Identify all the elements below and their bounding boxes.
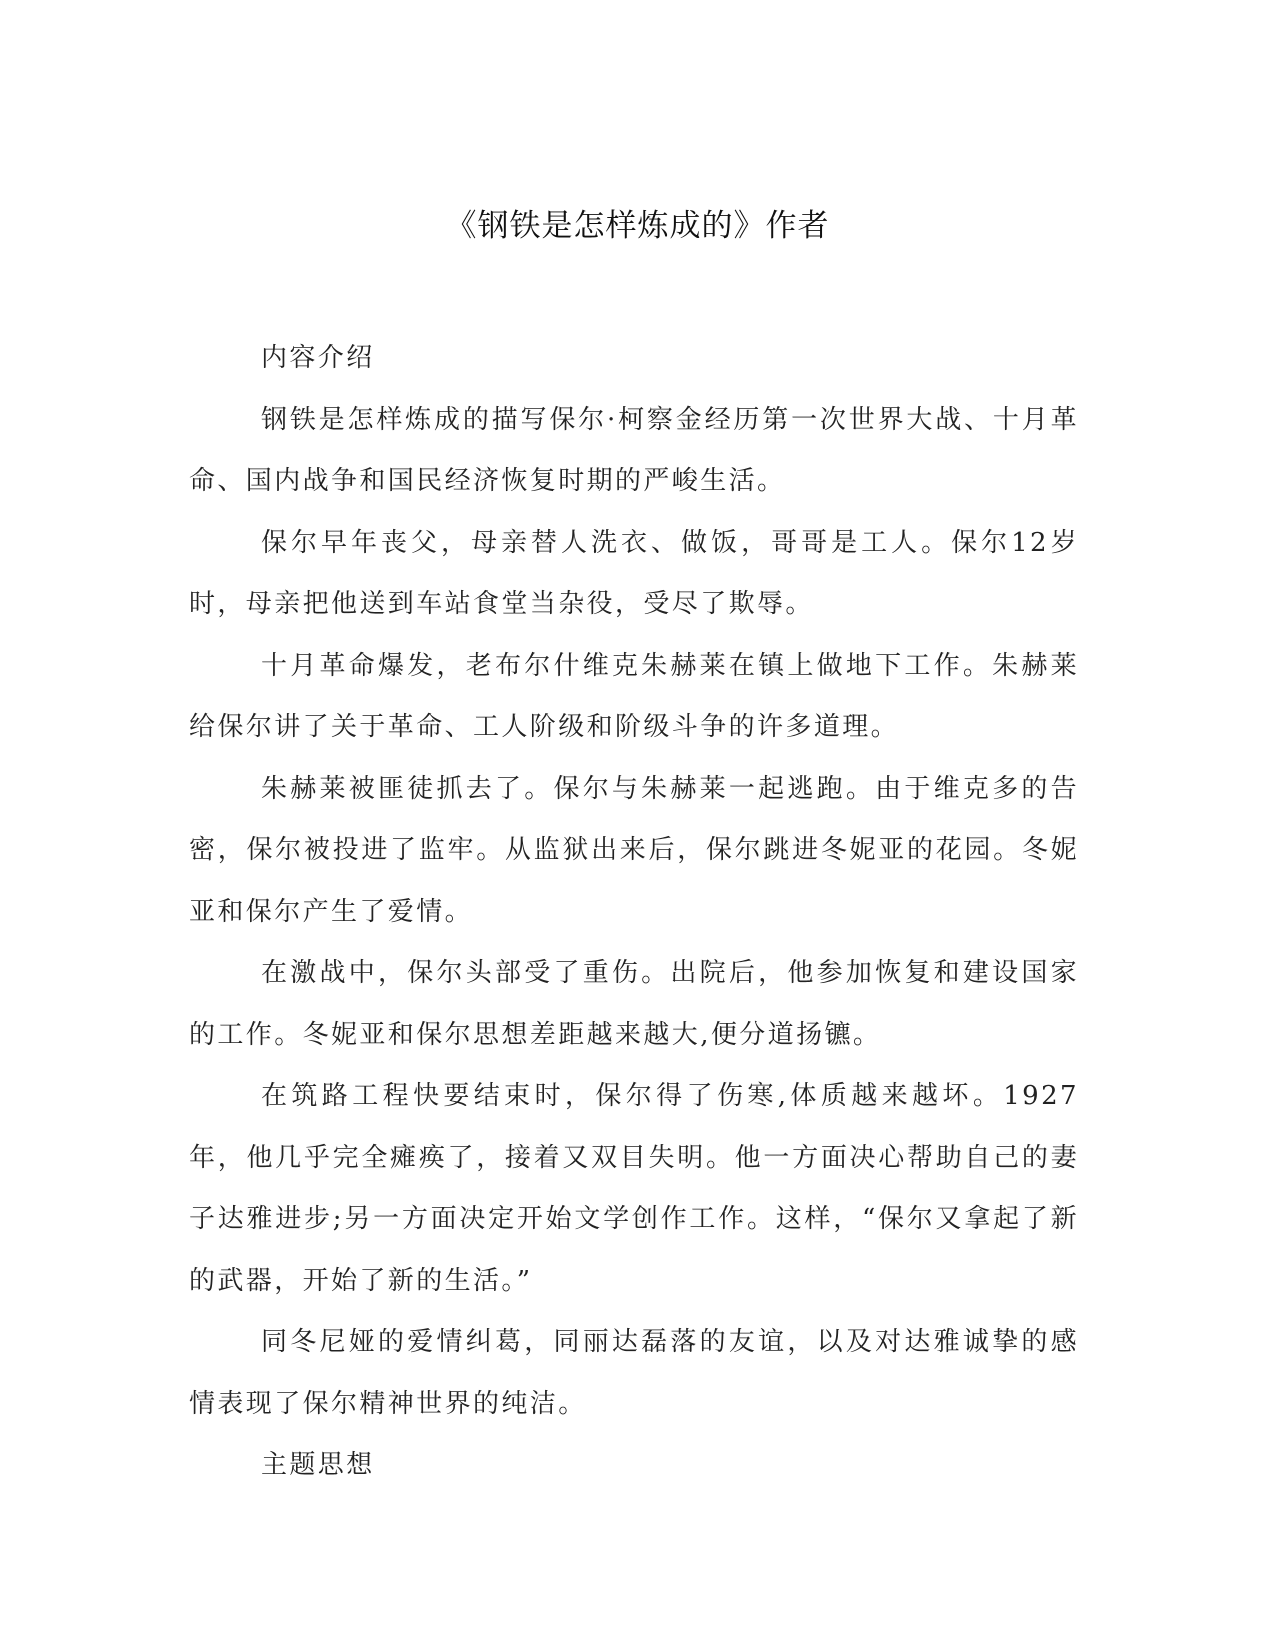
paragraph: 在激战中，保尔头部受了重伤。出院后，他参加恢复和建设国家的工作。冬妮亚和保尔思想差距越来越大,便分道扬镳。 (189, 958, 1079, 1050)
paragraph: 十月革命爆发，老布尔什维克朱赫莱在镇上做地下工作。朱赫莱给保尔讲了关于革命、工人阶级和阶级斗争的许多道理。 (189, 650, 1079, 742)
document-title: 《钢铁是怎样炼成的》作者 (445, 208, 830, 244)
document-body (189, 328, 1079, 1497)
paragraph: 朱赫莱被匪徒抓去了。保尔与朱赫莱一起逃跑。由于维克多的告密，保尔被投进了监牢。从监狱出来后，保尔跳进冬妮亚的花园。冬妮亚和保尔产生了爱情。 (189, 773, 1079, 927)
paragraph: 钢铁是怎样炼成的描写保尔·柯察金经历第一次世界大战、十月革命、国内战争和国民经济恢复时期的严峻生活。 (189, 404, 1079, 496)
paragraph: 同冬尼娅的爱情纠葛，同丽达磊落的友谊，以及对达雅诚挚的感情表现了保尔精神世界的纯洁。 (189, 1327, 1079, 1419)
section-heading-theme: 主题思想 (261, 1450, 375, 1480)
paragraph: 在筑路工程快要结束时，保尔得了伤寒,体质越来越坏。1927年，他几乎完全瘫痪了，接着又双目失明。他一方面决心帮助自己的妻子达雅进步;另一方面决定开始文学创作工作。这样，“保尔又拿起了新的武器，开始了新的生活。” (189, 1081, 1079, 1296)
paragraph: 保尔早年丧父，母亲替人洗衣、做饭，哥哥是工人。保尔12岁时，母亲把他送到车站食堂当杂役，受尽了欺辱。 (189, 527, 1079, 619)
section-heading-content-intro: 内容介绍 (261, 343, 375, 373)
